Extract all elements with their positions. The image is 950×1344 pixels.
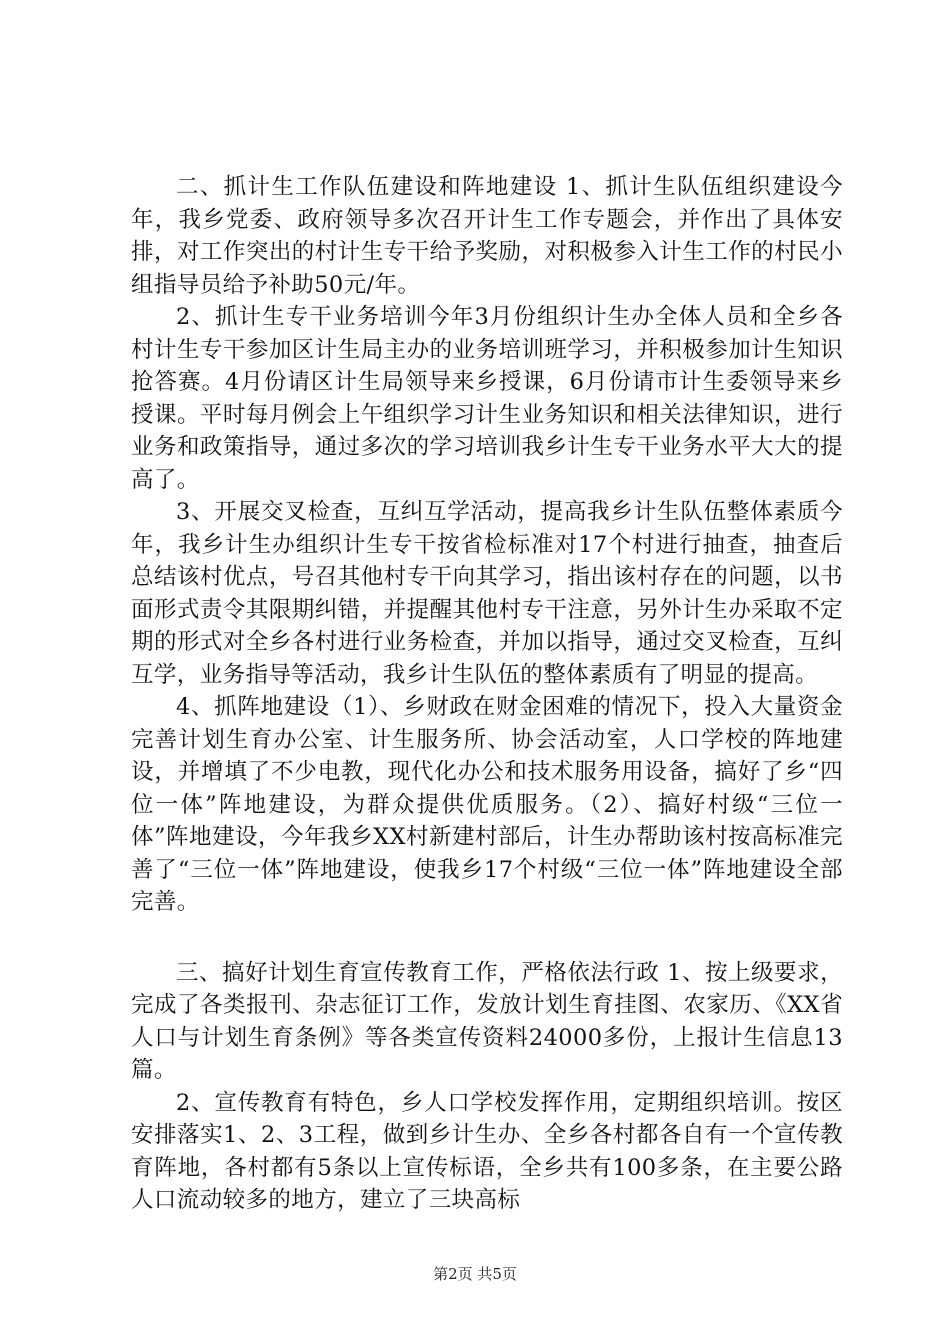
section-divider-space: [131, 919, 843, 957]
staff-training-paragraph: 2、抓计生专干业务培训今年3月份组织计生办全体人员和全乡各村计生专干参加区计生局主办的业务培训班学习，并积极参加计生知识抢答赛。4月份请区计生局领导来乡授课，6月份请市计生委领导来乡授课。平时每月例会上午组织学习计生业务知识和相关法律知识，进行业务和政策指导，通过多次的学习培训我乡计生专干业务水平大大的提高了。: [131, 304, 843, 493]
page-number-footer: 第2页 共5页: [433, 1265, 517, 1283]
section-three-paragraph: 三、搞好计划生育宣传教育工作，严格依法行政 1、按上级要求，完成了各类报刊、杂志征订工作，发放计划生育挂图、农家历、《XX省人口与计划生育条例》等各类宣传资料24000多份，上报计生信息13篇。: [131, 959, 843, 1083]
section-two-paragraph: 二、抓计生工作队伍建设和阵地建设 1、抓计生队伍组织建设今年，我乡党委、政府领导多次召开计生工作专题会，并作出了具体安排，对工作突出的村计生专干给予奖励，对积极参入计生工作的村民小组指导员给予补助50元/年。: [131, 174, 843, 298]
site-construction-paragraph: 4、抓阵地建设（1）、乡财政在财金困难的情况下，投入大量资金完善计划生育办公室、计生服务所、协会活动室，人口学校的阵地建设，并增填了不少电教，现代化办公和技术服务用设备，搞好了乡“四位一体”阵地建设，为群众提供优质服务。（2）、搞好村级“三位一体”阵地建设，今年我乡XX村新建村部后，计生办帮助该村按高标准完善了“三位一体”阵地建设，使我乡17个村级“三位一体”阵地建设全部完善。: [131, 694, 843, 915]
document-body: [131, 171, 843, 1217]
publicity-education-paragraph: 2、宣传教育有特色，乡人口学校发挥作用，定期组织培训。按区安排落实1、2、3工程，做到乡计生办、全乡各村都各自有一个宣传教育阵地，各村都有5条以上宣传标语，全乡共有100多条，在主要公路人口流动较多的地方，建立了三块高标: [131, 1089, 843, 1213]
cross-inspection-paragraph: 3、开展交叉检查，互纠互学活动，提高我乡计生队伍整体素质今年，我乡计生办组织计生专干按省检标准对17个村进行抽查，抽查后总结该村优点，号召其他村专干向其学习，指出该村存在的问题，以书面形式责令其限期纠错，并提醒其他村专干注意，另外计生办采取不定期的形式对全乡各村进行业务检查，并加以指导，通过交叉检查，互纠互学，业务指导等活动，我乡计生队伍的整体素质有了明显的提高。: [131, 499, 843, 688]
